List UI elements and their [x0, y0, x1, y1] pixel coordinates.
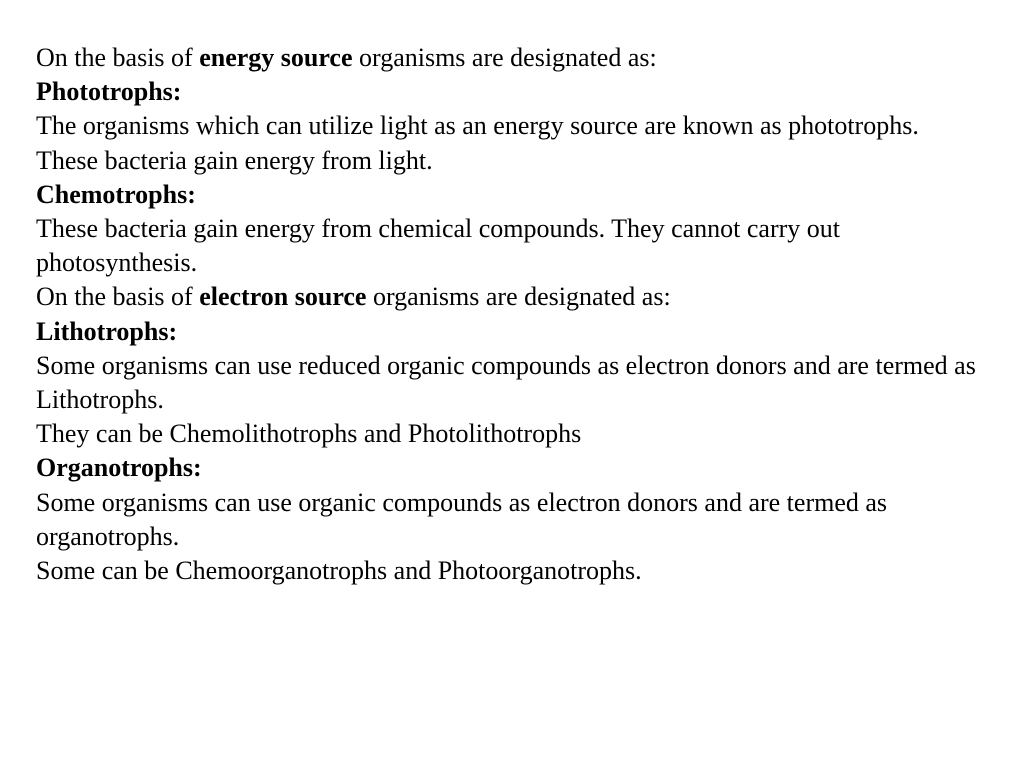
- lithotrophs-description: Some organisms can use reduced organic compounds as electron donors and are termed as Lithotrophs.: [36, 350, 976, 415]
- slide-body: [36, 41, 976, 588]
- phototrophs-heading: [36, 75, 976, 109]
- phototrophs-description: The organisms which can utilize light as an energy source are known as phototrophs. These bacteria gain energy from light.: [36, 111, 919, 175]
- energy-intro-prefix: On the basis of: [36, 43, 200, 72]
- organotrophs-types: Some can be Chemoorganotrophs and Photoorganotrophs.: [36, 556, 642, 586]
- chemotrophs-heading: [36, 178, 976, 212]
- lithotrophs-types: They can be Chemolithotrophs and Photolithotrophs: [36, 419, 582, 449]
- organotrophs-heading: [36, 451, 976, 485]
- energy-source-intro: [36, 41, 976, 75]
- electron-source-intro: [36, 280, 976, 314]
- energy-intro-bold: energy source: [199, 43, 353, 72]
- electron-intro-suffix: organisms are designated as:: [366, 282, 671, 312]
- chemotrophs-heading-text: Chemotrophs:: [36, 179, 196, 209]
- phototrophs-heading-text: Phototrophs:: [36, 77, 182, 107]
- energy-intro-suffix: organisms are designated as:: [352, 43, 657, 72]
- organotrophs-description: Some organisms can use organic compounds as electron donors and are termed as organotrophs.: [36, 487, 888, 551]
- electron-intro-prefix: On the basis of: [36, 282, 200, 312]
- lithotrophs-heading: [36, 315, 976, 349]
- organotrophs-heading-text: Organotrophs:: [36, 453, 202, 483]
- chemotrophs-description: These bacteria gain energy from chemical compounds. They cannot carry out photosynthesis.: [36, 214, 841, 278]
- electron-intro-bold: electron source: [199, 282, 367, 312]
- lithotrophs-heading-text: Lithotrophs:: [36, 316, 178, 346]
